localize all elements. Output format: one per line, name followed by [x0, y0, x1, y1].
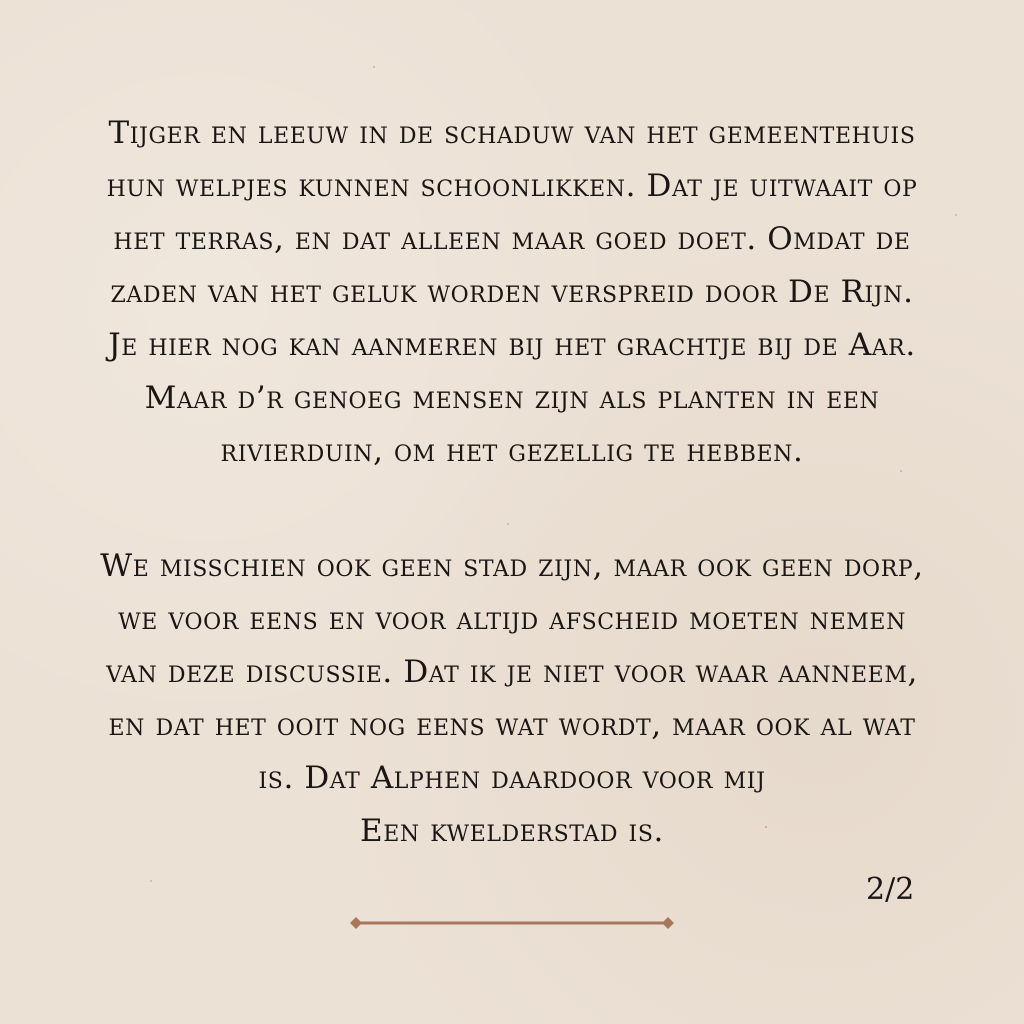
- poem-line: het terras, en dat alleen maar goed doet. Omdat de: [113, 221, 911, 257]
- poem-line: Een kwelderstad is.: [360, 813, 664, 849]
- poem-line: Je hier nog kan aanmeren bij het grachtje bij de Aar.: [108, 327, 916, 363]
- poem-stanza-1: [40, 107, 984, 478]
- poem-stanza-2: [40, 540, 984, 858]
- ornament-divider: [348, 914, 676, 932]
- poem-line: hun welpjes kunnen schoonlikken. Dat je uitwaait op: [106, 168, 918, 204]
- poem-line: zaden van het geluk worden verspreid door De Rijn.: [110, 274, 914, 310]
- poem-line: is. Dat Alphen daardoor voor mij: [258, 760, 766, 796]
- poem-line: Tijger en leeuw in de schaduw van het gemeentehuis: [108, 115, 916, 151]
- divider-diamond-right: [662, 917, 674, 929]
- poem-line: we voor eens en voor altijd afscheid moeten nemen: [118, 601, 906, 637]
- poem-line: en dat het ooit nog eens wat wordt, maar ook al wat: [108, 707, 916, 743]
- page-number: 2/2: [866, 872, 915, 907]
- poem-line: We misschien ook geen stad zijn, maar ook geen dorp,: [100, 548, 924, 584]
- poem-line: rivierduin, om het gezellig te hebben.: [220, 433, 804, 469]
- divider-diamond-left: [350, 917, 362, 929]
- poem-line: van deze discussie. Dat ik je niet voor waar aanneem,: [106, 654, 918, 690]
- poem-line: Maar d’r genoeg mensen zijn als planten in een: [144, 380, 880, 416]
